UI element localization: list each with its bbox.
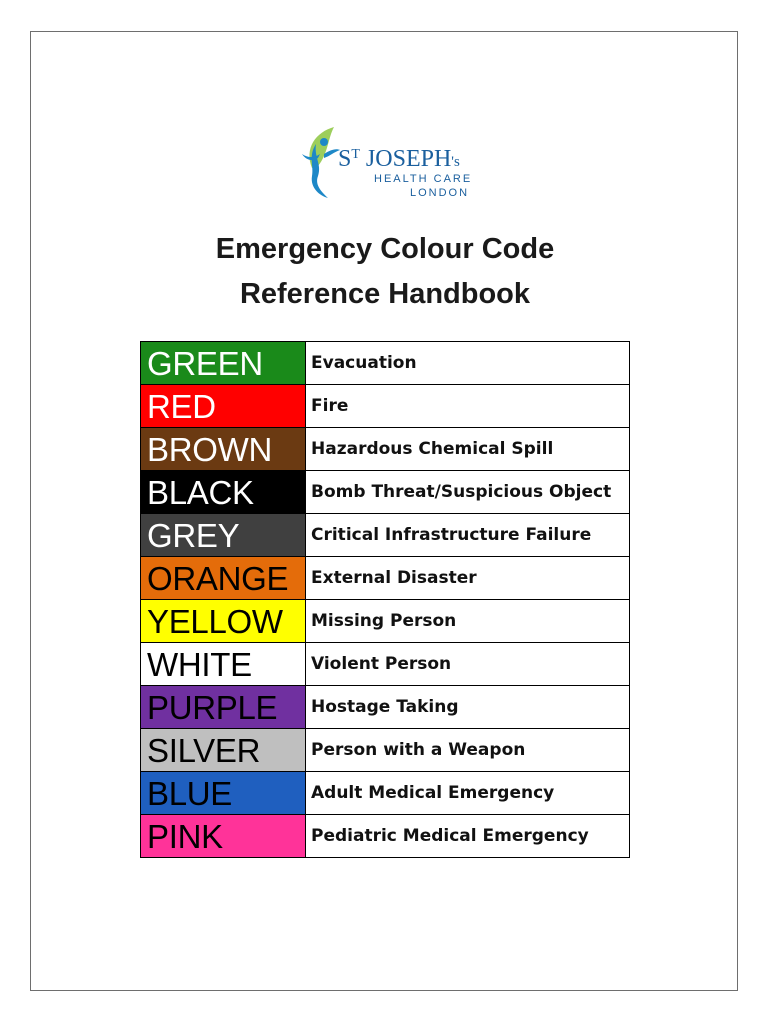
code-swatch: RED <box>141 385 306 428</box>
code-swatch: BROWN <box>141 428 306 471</box>
code-row-purple <box>141 686 630 729</box>
colour-code-table <box>140 341 630 858</box>
code-swatch: GREEN <box>141 342 306 385</box>
code-description: Violent Person <box>306 643 630 686</box>
code-row-silver <box>141 729 630 772</box>
code-swatch: WHITE <box>141 643 306 686</box>
logo-line3: LONDON <box>410 187 470 199</box>
code-swatch: BLUE <box>141 772 306 815</box>
document-title-line2: Reference Handbook <box>239 278 531 310</box>
code-swatch: PURPLE <box>141 686 306 729</box>
code-row-orange <box>141 557 630 600</box>
code-description: Critical Infrastructure Failure <box>306 514 630 557</box>
code-row-blue <box>141 772 630 815</box>
code-description: Bomb Threat/Suspicious Object <box>306 471 630 514</box>
code-swatch: PINK <box>141 815 306 858</box>
code-swatch: GREY <box>141 514 306 557</box>
code-description: Fire <box>306 385 630 428</box>
code-description: Person with a Weapon <box>306 729 630 772</box>
code-row-yellow <box>141 600 630 643</box>
logo-line2: HEALTH CARE <box>374 173 473 185</box>
code-swatch: YELLOW <box>141 600 306 643</box>
code-row-black <box>141 471 630 514</box>
st-josephs-logo <box>294 124 478 204</box>
code-row-brown <box>141 428 630 471</box>
code-description: Evacuation <box>306 342 630 385</box>
code-description: External Disaster <box>306 557 630 600</box>
code-row-green <box>141 342 630 385</box>
document-title-line1: Emergency Colour Code <box>215 233 555 265</box>
code-description: Pediatric Medical Emergency <box>306 815 630 858</box>
code-description: Missing Person <box>306 600 630 643</box>
code-row-red <box>141 385 630 428</box>
code-row-pink <box>141 815 630 858</box>
code-row-white <box>141 643 630 686</box>
code-swatch: ORANGE <box>141 557 306 600</box>
code-description: Hazardous Chemical Spill <box>306 428 630 471</box>
code-swatch: BLACK <box>141 471 306 514</box>
logo-name: $S^T$ JOSEPH's <box>338 146 460 172</box>
code-swatch: SILVER <box>141 729 306 772</box>
code-description: Hostage Taking <box>306 686 630 729</box>
code-row-grey <box>141 514 630 557</box>
code-description: Adult Medical Emergency <box>306 772 630 815</box>
